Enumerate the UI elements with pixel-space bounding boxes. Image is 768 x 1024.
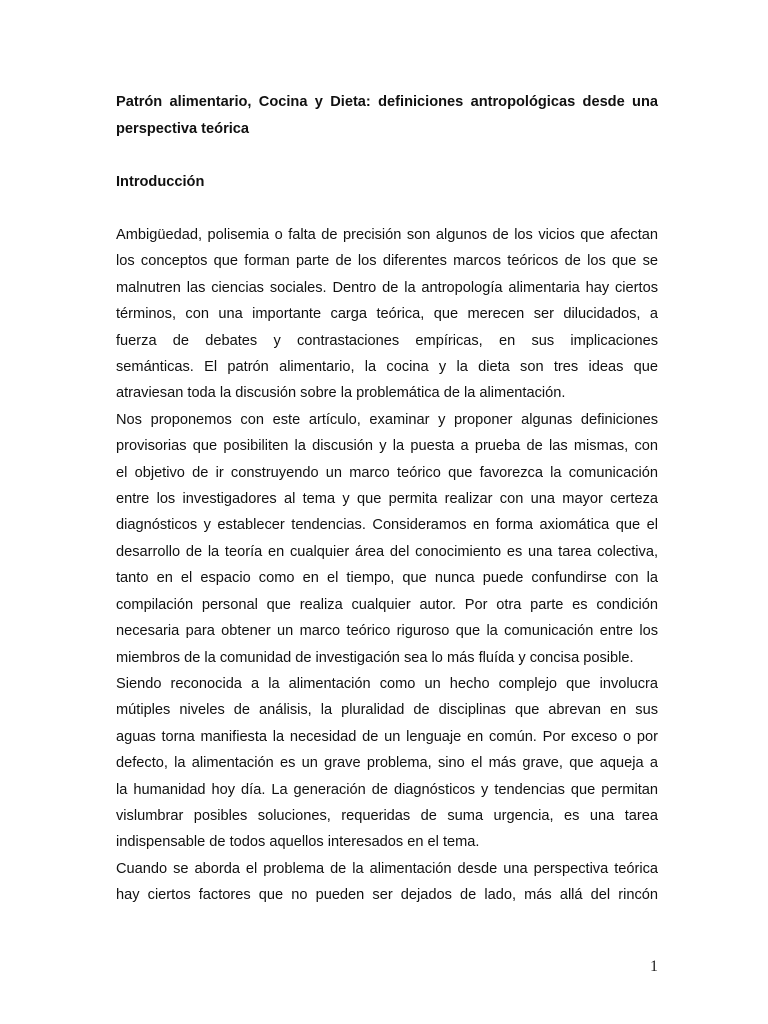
paragraph-line: semánticas. El patrón alimentario, la cocina y la dieta son tres ideas que — [116, 359, 658, 376]
paragraph-line: la humanidad hoy día. La generación de diagnósticos y tendencias que permitan — [116, 781, 658, 798]
section-heading-introduccion: Introducción — [116, 174, 205, 190]
document-title: Patrón alimentario, Cocina y Dieta: definiciones antropológicas desde una perspectiva teórica — [116, 94, 658, 137]
paragraph-line: diagnósticos y establecer tendencias. Consideramos en forma axiomática que el — [116, 517, 658, 534]
paragraph-line: fuerza de debates y contrastaciones empíricas, en sus implicaciones — [116, 332, 658, 349]
paragraph-line: el objetivo de ir construyendo un marco teórico que favorezca la comunicación — [116, 464, 658, 481]
paragraph-line: tanto en el espacio como en el tiempo, que nunca puede confundirse con la — [116, 570, 658, 587]
paragraph-line: necesaria para obtener un marco teórico riguroso que la comunicación entre los — [116, 623, 658, 640]
paragraph-line: atraviesan toda la discusión sobre la problemática de la alimentación. — [116, 385, 566, 402]
paragraph-line: provisorias que posibiliten la discusión y la puesta a prueba de las mismas, con — [116, 438, 658, 455]
paragraph-line: malnutren las ciencias sociales. Dentro de la antropología alimentaria hay ciertos — [116, 279, 658, 296]
paragraph-line: compilación personal que realiza cualquier autor. Por otra parte es condición — [116, 596, 658, 613]
paragraph-line: miembros de la comunidad de investigación sea lo más fluída y concisa posible. — [116, 649, 634, 666]
page-number: 1 — [650, 958, 658, 975]
paragraph-line: indispensable de todos aquellos interesados en el tema. — [116, 834, 480, 851]
paragraph-line: defecto, la alimentación es un grave problema, sino el más grave, que aqueja a — [116, 755, 658, 772]
document-body — [116, 222, 658, 909]
paragraph-line: mútiples niveles de análisis, la pluralidad de disciplinas que abrevan en sus — [116, 702, 658, 719]
body-paragraph — [116, 407, 658, 671]
paragraph-line: vislumbrar posibles soluciones, requeridas de suma urgencia, es una tarea — [116, 807, 658, 824]
paragraph-line: hay ciertos factores que no pueden ser dejados de lado, más allá del rincón — [116, 887, 658, 904]
paragraph-line: aguas torna manifiesta la necesidad de un lenguaje en común. Por exceso o por — [116, 728, 658, 745]
body-paragraph — [116, 856, 658, 909]
paragraph-line: entre los investigadores al tema y que permita realizar con una mayor certeza — [116, 491, 658, 508]
paragraph-line: Siendo reconocida a la alimentación como un hecho complejo que involucra — [116, 675, 658, 692]
paragraph-line: Cuando se aborda el problema de la alimentación desde una perspectiva teórica — [116, 860, 658, 877]
paragraph-line: desarrollo de la teoría en cualquier área del conocimiento es una tarea colectiva, — [116, 543, 658, 560]
paragraph-line: Nos proponemos con este artículo, examinar y proponer algunas definiciones — [116, 411, 658, 428]
body-paragraph — [116, 671, 658, 856]
body-paragraph — [116, 222, 658, 407]
paragraph-line: términos, con una importante carga teórica, que merecen ser dilucidados, a — [116, 306, 658, 323]
paragraph-line: los conceptos que forman parte de los diferentes marcos teóricos de los que se — [116, 253, 658, 270]
paragraph-line: Ambigüedad, polisemia o falta de precisión son algunos de los vicios que afectan — [116, 227, 658, 243]
